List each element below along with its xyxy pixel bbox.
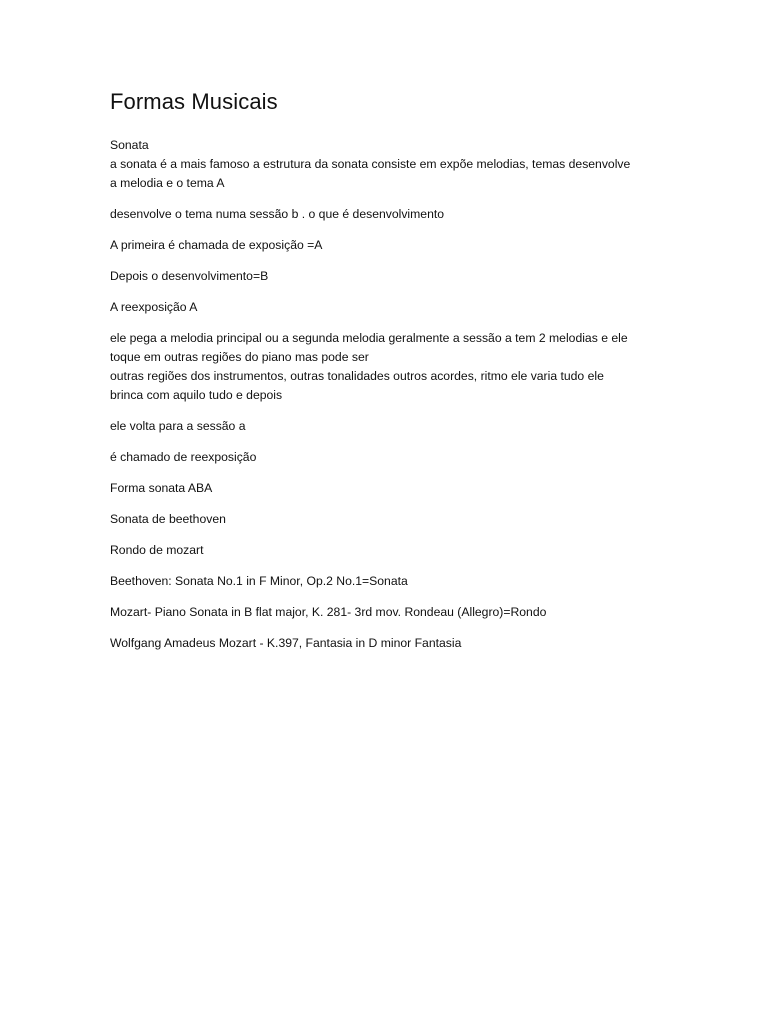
paragraph-line: brinca com aquilo tudo e depois: [110, 388, 283, 402]
paragraph-line: ele volta para a sessão a: [110, 419, 246, 433]
paragraph-line: a melodia e o tema A: [110, 176, 225, 190]
paragraph-development-b: [110, 267, 670, 286]
paragraph-line: é chamado de reexposição: [110, 450, 257, 464]
paragraph-sonata-form: [110, 479, 670, 498]
document-title: Formas Musicais: [110, 89, 278, 114]
paragraph-line: Wolfgang Amadeus Mozart - K.397, Fantasia in D minor Fantasia: [110, 636, 462, 650]
paragraph-fantasia-example: [110, 634, 670, 653]
paragraph-melody-description: [110, 329, 670, 405]
paragraph-sonata-intro: [110, 136, 670, 193]
paragraph-beethoven-sonata: [110, 510, 670, 529]
paragraph-line: Sonata de beethoven: [110, 512, 226, 526]
paragraph-line: Rondo de mozart: [110, 543, 204, 557]
paragraph-line: Sonata: [110, 138, 149, 152]
paragraph-line: Depois o desenvolvimento=B: [110, 269, 269, 283]
paragraph-line: Mozart- Piano Sonata in B flat major, K. 281- 3rd mov. Rondeau (Allegro)=Rondo: [110, 605, 547, 619]
paragraph-mozart-example: [110, 603, 670, 622]
paragraph-line: Forma sonata ABA: [110, 481, 213, 495]
paragraph-mozart-rondo: [110, 541, 670, 560]
paragraph-line: a sonata é a mais famoso a estrutura da sonata consiste em expõe melodias, temas desenvolve: [110, 157, 631, 171]
document-body: [110, 88, 670, 665]
paragraph-reexposition-a: [110, 298, 670, 317]
paragraph-line: Beethoven: Sonata No.1 in F Minor, Op.2 No.1=Sonata: [110, 574, 408, 588]
paragraph-exposition: [110, 236, 670, 255]
paragraph-beethoven-example: [110, 572, 670, 591]
paragraph-called-reexposition: [110, 448, 670, 467]
paragraph-line: A primeira é chamada de exposição =A: [110, 238, 323, 252]
paragraph-line: toque em outras regiões do piano mas pode ser: [110, 350, 369, 364]
paragraph-line: ele pega a melodia principal ou a segunda melodia geralmente a sessão a tem 2 melodias e ele: [110, 331, 628, 345]
paragraph-line: outras regiões dos instrumentos, outras tonalidades outros acordes, ritmo ele varia tudo ele: [110, 369, 604, 383]
paragraph-return: [110, 417, 670, 436]
paragraph-line: A reexposição A: [110, 300, 198, 314]
paragraph-line: desenvolve o tema numa sessão b . o que é desenvolvimento: [110, 207, 445, 221]
paragraph-development: [110, 205, 670, 224]
